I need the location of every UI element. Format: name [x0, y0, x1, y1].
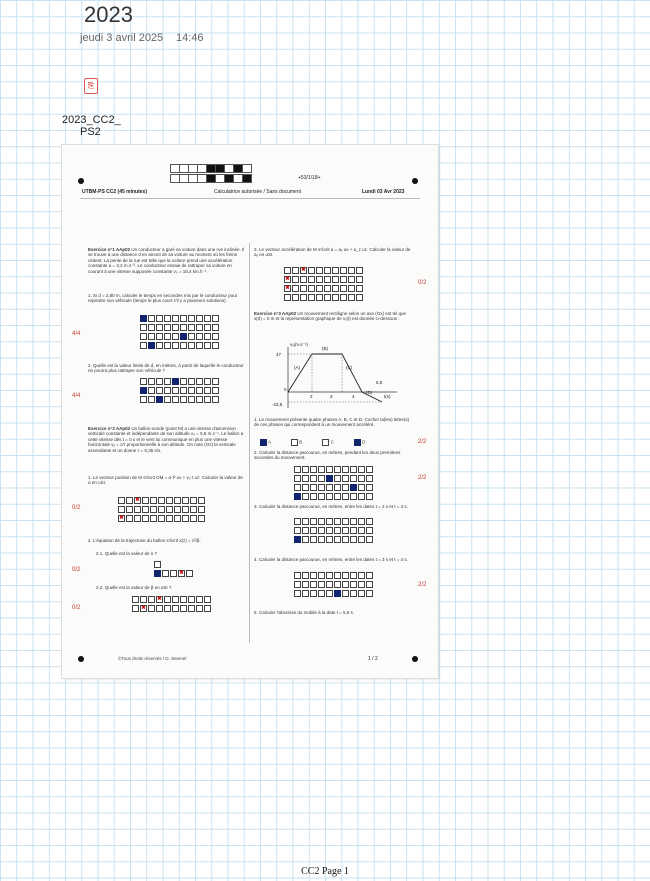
exam-date: Lundi 03 Avr 2023: [362, 189, 405, 195]
exercise-1-text: Exercice n°1 AAp02 Un conducteur a garé sa voiture dans une rue inclinée. Il se trouve à une distance d en amont de sa voiture au moment où les freins cèdent. La pente de la rue est telle que la voiture prend une accélération constante a = 3,2 m.s⁻². Le conducteur essaie de rattraper sa voiture en courant à une vitesse supposée constante v₀ = 18,4 km.h⁻¹.: [88, 247, 245, 274]
copy-code: +53/1/18+: [298, 175, 321, 181]
answer-grid: [294, 572, 373, 597]
plot-y-bottom: -23,5: [272, 402, 283, 407]
page-title: 2023: [84, 2, 133, 27]
ex2-question-3: 3. Le vecteur accélération de M s'écrit a = aₓ ux + a_z uz. Calculer la valeur de aₓ en uSI.: [254, 247, 411, 258]
exercise-2-text: Exercice n°2 AAp02 Un ballon-sonde (point M) a une vitesse d'ascension verticale constante et indépendante de son altitude v₀ = 5,6 m.s⁻¹. Le ballon a cette vitesse dès t = 0 s et le vent lui communique en plus une vitesse horizontale vₓ = z/τ proportionnelle à son altitude. On note (Oz) la verticale ascendante et on donne τ = 0,35 s/s.: [88, 426, 244, 453]
ex3-question-4: 4. Calculer la distance parcourue, en mètres, entre les dates t = 3 s et t = 4 s.: [254, 557, 408, 562]
answer-grid: ✖ ✖: [132, 596, 211, 612]
exam-rules: Calculatrice autorisée / Sans document: [214, 189, 301, 195]
score-ex1-q1: 4/4: [72, 331, 81, 337]
ex3-question-1: 1. Le mouvement présente quatre phases A, B, C et D. Cocher la(les) lettre(s) de ces phases qui correspondent à un mouvement accéléré.: [254, 417, 410, 428]
ex3-question-3: 3. Calculer la distance parcourue, en mètres, entre les dates t = 2 s et t = 3 s.: [254, 504, 408, 509]
score-ex3-q1: 2/2: [418, 439, 427, 445]
registration-mark: [412, 178, 418, 184]
registration-mark: [78, 178, 84, 184]
plot-x-tick: 2: [310, 394, 313, 399]
phase-label: (B): [322, 346, 328, 351]
score-ex2-q1: 0/2: [72, 505, 81, 511]
page-time: 14:46: [176, 32, 204, 44]
phase-label: (A): [294, 365, 300, 370]
ex3-question-5: 5. Calculer l'abscisse du mobile à la date t = 5,5 s.: [254, 610, 355, 615]
answer-grid: ✖: [154, 561, 193, 577]
score-ex3-q4: 2/2: [418, 582, 427, 588]
ex2-question-1: 1. Le vecteur position de M s'écrit OM = α·t² ux + v₀·t uz. Calculer la valeur de α en uSI.: [88, 475, 243, 486]
score-ex2-q2-2: 0/2: [72, 605, 81, 611]
velocity-graph: [272, 342, 402, 412]
ex1-question-1: 1. Si d = 2,80 m, calculer le temps en secondes mis par le conducteur pour rejoindre son véhicule (temps le plus court s'il y a plusieurs solutions).: [88, 293, 238, 304]
pdf-icon[interactable]: ⎘: [84, 78, 98, 94]
ex2-question-2-2: 2.2. Quelle est la valeur de β en uSI ?: [96, 585, 172, 590]
plot-x-tick: 3: [330, 394, 333, 399]
phase-choices: A B C D: [260, 439, 365, 446]
ex3-question-2: 2. Calculer la distance parcourue, en mètres, pendant les deux premières secondes du mouvement.: [254, 450, 401, 461]
attachment-name-cont[interactable]: PS2: [80, 126, 101, 138]
score-ex2-q2-1: 0/2: [72, 567, 81, 573]
exercise-3-text: Exercice n°3 AAp02 Un mouvement rectiligne selon un axe (Ox) est tel que x(0) = 0 m et la représentation graphique de vₓ(t) est donnée ci-dessous :: [254, 311, 406, 322]
answer-grid: ✖ ✖ ✖: [284, 267, 363, 301]
phase-label: (D): [366, 390, 373, 395]
student-id-boxes: [170, 164, 251, 184]
copyright: ©Tous droits réservés / D. Steenel: [118, 656, 187, 661]
scan-page-number: 1 / 2: [368, 656, 378, 662]
registration-mark: [78, 656, 84, 662]
page-date: jeudi 3 avril 2025: [80, 32, 164, 44]
ex1-question-2: 2. Quelle est la valeur limite de d, en mètres, à partir de laquelle le conducteur ne pourra plus rattraper son véhicule ?: [88, 363, 244, 374]
answer-grid: [140, 315, 219, 349]
plot-x-tick: 4: [352, 394, 355, 399]
answer-grid: [294, 518, 373, 543]
answer-grid: [140, 378, 219, 403]
attachment-name[interactable]: 2023_CC2_: [62, 114, 121, 126]
score-ex3-q2: 2/2: [418, 475, 427, 481]
plot-x-end: 5,5: [376, 380, 383, 385]
column-divider: [249, 243, 250, 643]
answer-grid: [294, 466, 373, 500]
onenote-page-footer: CC2 Page 1: [301, 866, 349, 877]
ex2-question-2-1: 2.1. Quelle est la valeur de n ?: [96, 551, 158, 556]
plot-xlabel: t(s): [384, 394, 391, 399]
answer-grid: ✖ ✖: [118, 497, 205, 522]
course-title: UTBM-PS CC2 (45 minutes): [82, 189, 148, 195]
score-ex2-q3: 0/2: [418, 280, 427, 286]
scanned-exam-page: [62, 145, 438, 678]
plot-ylabel: vₓ(m.s⁻¹): [290, 342, 308, 347]
header-rule: [80, 198, 420, 199]
score-ex1-q2: 4/4: [72, 393, 81, 399]
plot-y-top: 47: [276, 352, 282, 357]
ex2-question-2: 2. L'équation de la trajectoire du ballon s'écrit x(z) = z²/β.: [88, 538, 201, 543]
phase-label: (C): [346, 365, 353, 370]
plot-origin: 0: [284, 387, 287, 392]
registration-mark: [412, 656, 418, 662]
